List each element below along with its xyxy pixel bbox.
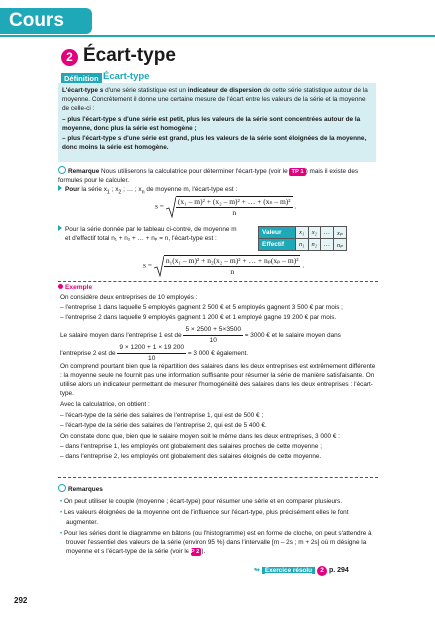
- chapter-tab-label: Cours: [9, 10, 64, 31]
- definition-title: Écart-type: [103, 71, 150, 82]
- arrow-right-icon: ↬: [254, 567, 260, 574]
- formula-2: s = $\frac{\text{n₁(x₁ – m)² + n₂(x₂ – m)² + … + nₚ(xₚ – m)²}}{n}$ .: [143, 256, 305, 276]
- exemple-mean-1: Le salaire moyen dans l'entreprise 1 est de $\frac{5 \times 2500 + 5\times 3500}{10}$ = 3000 € et le salaire moyen dans: [60, 325, 341, 344]
- sqrt-sign-icon: [154, 255, 164, 277]
- table-row: Valeur x₁ x₂ … xₚ: [259, 227, 347, 239]
- exercice-resolu-ref[interactable]: [254, 566, 349, 576]
- section-number-badge: 2: [61, 49, 78, 66]
- definition-paragraph-3: – plus l'écart-type s d'une série est grand, plus les valeurs de la série sont éloignées de la moyenne, donc moins la série est homogène.: [62, 135, 367, 152]
- bullet-arrow-icon: [58, 225, 62, 231]
- definition-paragraph-1: L'écart-type s d'une série statistique est un indicateur de dispersion de cette série statistique autour de la moyenne. Concrètement il donne une certaine mesure de l'écart entre les valeurs de la série et la moyenne de celle-ci :: [62, 87, 368, 113]
- chapter-tab: [0, 8, 92, 34]
- exercice-resolu-label[interactable]: Exercice résolu: [262, 567, 315, 574]
- formula-1: s = $\frac{\text{(x₁ – m)² + (x₂ – m)² + … + (xₙ – m)²}}{n}$ .: [155, 197, 297, 217]
- sqrt-sign-icon: [166, 196, 176, 218]
- table-row: Effectif n₁ n₂ … nₚ: [259, 239, 347, 251]
- exemple-heading: Exemple: [58, 284, 92, 291]
- remarques-block: Remarques • On peut utiliser le couple (moyenne ; écart-type) pour résumer une série et en comparer plusieurs. • Les valeurs éloignées de la moyenne ont de l'influence sur l'écart-type, plus précisément elles le font augmenter. • Pour les séries dont le diagramme en bâtons (ou l'histogramme) est en forme de cloche, on peut s'attendre à trouver l'essentiel des valeurs de la série (environ 95 %) dans l'intervalle [m – 2s ; m + 2s] où m désigne la moyenne et s l'écart-type de la série (voir le TP 2 ).: [58, 484, 380, 556]
- formula-2-intro: Pour la série donnée par le tableau ci-contre, de moyenne m et d'effectif total n₁ + n₂ + … + nₚ = n, l'écart-type est :: [58, 225, 248, 243]
- section-title: Écart-type: [83, 45, 176, 66]
- remark-icon: [58, 484, 66, 492]
- exemple-body: On considère deux entreprises de 10 employés : – l'entreprise 1 dans laquelle 5 employés gagnent 2 500 € et 5 employés gagnent 3 500 € par mois ; – l'entreprise 2 dans laquelle 9 employés gagnent 1 200 € et 1 employé gagne 19 200 € par mois. Le salaire moyen dans l'entreprise 1 est de $\frac{5 \times 2500 + 5\times 3500}{10}$ = 3000 € et le salaire moyen dans l'entreprise 2 est de $\frac{9 \times 1200 + 1 \times 19 200}{10}$ = 3 000 € également. On comprend pourtant bien que la répartition des salaires dans les deux entreprises est extrêmement différente : la moyenne seule ne fournit pas une information suffisante pour résumer la série de manière satisfaisante. On utilise alors un indicateur permettant de mesurer l'homogénéité des salaires dans les deux entreprises : l'écart-type. Avec la calculatrice, on obtient : – l'écart-type de la série des salaires de l'entreprise 1, qui est de 500 € ; – l'écart-type de la série des salaires de l'entreprise 2, qui est de 5 400 €. On constate donc que, bien que le salaire moyen soit le même dans les deux entreprises, 3 000 € : – dans l'entreprise 1, les employés ont globalement des salaires proches de cette moyenne ; – dans l'entreprise 2, les employés ont globalement des salaires éloignés de cette moyenne.: [60, 293, 378, 462]
- page-number: 292: [14, 596, 28, 605]
- remarque-bullet-1: • On peut utiliser le couple (moyenne ; écart-type) pour résumer une série et en comparer plusieurs.: [60, 498, 343, 506]
- exercice-page-ref: p. 294: [328, 567, 349, 574]
- bullet-arrow-icon: [58, 185, 62, 191]
- exercice-number-badge: 2: [317, 566, 327, 576]
- exemple-divider-top: [58, 281, 378, 282]
- remark-icon: [58, 166, 66, 174]
- remarque-bullet-2: • Les valeurs éloignées de la moyenne ont de l'influence sur l'écart-type, plus précisément elles le font augmenter.: [60, 509, 349, 526]
- definition-box: [58, 83, 376, 162]
- tp1-link[interactable]: TP 1: [291, 169, 304, 175]
- definition-tag: Définition: [61, 73, 102, 84]
- header-rule: [0, 35, 435, 37]
- tp2-link[interactable]: TP 2: [187, 549, 200, 556]
- exemple-divider-bottom: [58, 477, 378, 478]
- definition-paragraph-2: – plus l'écart-type s d'une série est petit, plus les valeurs de la série sont concentrées autour de la moyenne, donc plus la série est homogène ;: [62, 115, 361, 132]
- formula-1-intro: Pour la série $x_1$ ; $x_2$ ; … ; $x_n$ de moyenne m, l'écart-type est :: [58, 185, 378, 197]
- remarque-1: Remarque Nous utiliserons la calculatrice pour déterminer l'écart-type (voir le TP 1 ) mais il existe des formules pour le calculer.: [58, 168, 359, 185]
- values-table: [258, 226, 347, 251]
- remarque-bullet-3: • Pour les séries dont le diagramme en bâtons (ou l'histogramme) est en forme de cloche, on peut s'attendre à trouver l'essentiel des valeurs de la série (environ 95 %) dans l'intervalle [m – 2s ; m + 2s] où m désigne la moyenne et s l'écart-type de la série (voir le TP 2 ).: [60, 529, 372, 556]
- exemple-mean-2: l'entreprise 2 est de $\frac{9 \times 1200 + 1 \times 19 200}{10}$ = 3 000 € également.: [60, 343, 249, 362]
- exemple-dot-icon: [58, 284, 63, 289]
